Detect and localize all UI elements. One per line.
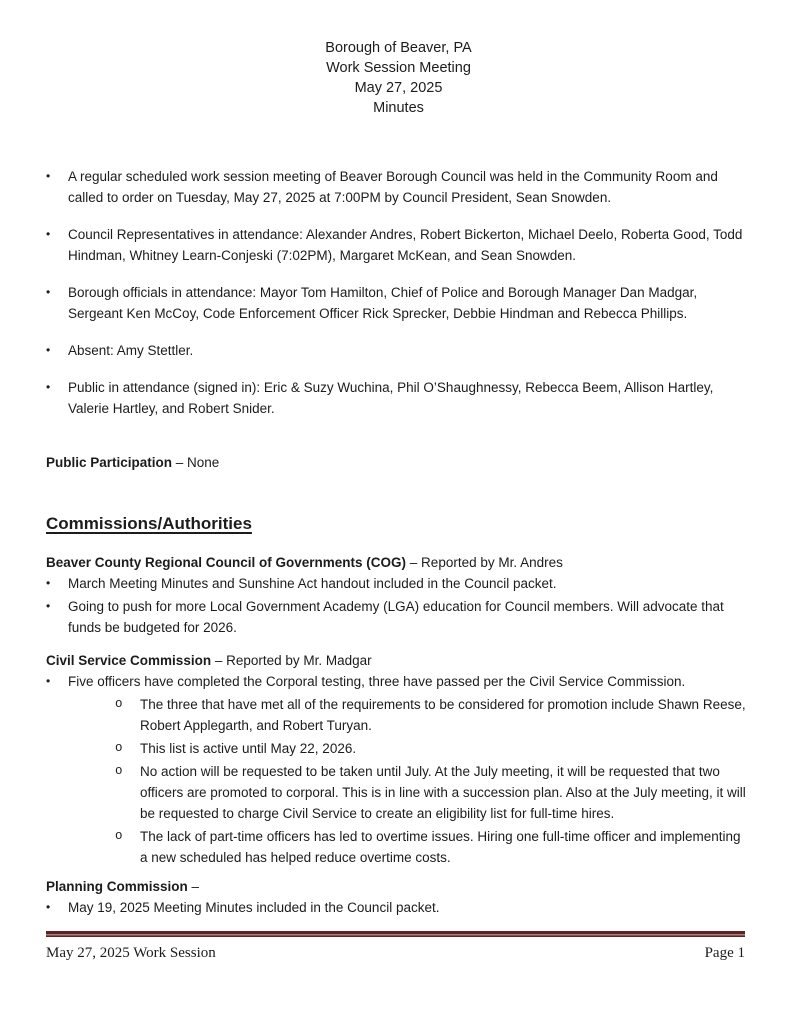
bullet-icon: • [46,674,51,688]
list-item [46,671,751,692]
civil-service-heading-title: Civil Service Commission [46,653,212,668]
sub-list-item-text: No action will be requested to be taken until July. At the July meeting, it will be requested that two officers are promoted to corporal. This is in line with a succession plan. Also at the July meeting, it will be requested to charge Civil Service to create an eligibility list for full-time hires. [140,764,746,821]
list-item [46,340,751,361]
header-line-meeting-type: Work Session Meeting [326,60,471,76]
public-participation-label: Public Participation [46,455,173,470]
bullet-icon: • [46,380,51,394]
public-participation-value: – None [172,455,220,470]
planning-commission-heading-title: Planning Commission [46,879,188,894]
bullet-icon: • [46,227,51,241]
footer-page-number: Page 1 [704,945,745,961]
list-item-text: Council Representatives in attendance: Alexander Andres, Robert Bickerton, Michael Deelo, Roberta Good, Todd Hindman, Whitney Learn-Conjeski (7:02PM), Margaret McKean, and Sean Snowden. [68,227,743,263]
sub-list-item-text: The three that have met all of the requirements to be considered for promotion include Shawn Reese, Robert Applegarth, and Robert Turyan. [140,697,746,733]
bullet-icon: • [46,169,51,183]
list-item-text: Going to push for more Local Government Academy (LGA) education for Council members. Will advocate that funds be budgeted for 2026. [68,599,724,635]
list-item [46,282,751,324]
document-header [46,38,751,118]
list-item [46,897,751,918]
list-item-text: Borough officials in attendance: Mayor Tom Hamilton, Chief of Police and Borough Manager Dan Madgar, Sergeant Ken McCoy, Code Enforcement Officer Rick Sprecker, Debbie Hindman and Rebecca Phillips. [68,285,698,321]
bullet-icon: • [46,576,51,590]
list-item [46,377,751,419]
sub-list-item [115,826,751,868]
cog-heading-title: Beaver County Regional Council of Governments (COG) [46,555,407,570]
planning-bullet-list [46,897,751,918]
attendance-bullet-list [46,166,751,419]
header-line-minutes: Minutes [373,100,424,116]
bullet-icon: • [46,343,51,357]
civil-service-bullet-list [46,671,751,868]
sub-list-item [115,738,751,759]
list-item-text: March Meeting Minutes and Sunshine Act handout included in the Council packet. [68,576,557,591]
list-item [46,596,751,638]
list-item-text: Absent: Amy Stettler. [68,343,194,358]
list-item [46,224,751,266]
circle-bullet-icon: o [115,829,123,843]
sub-list-item-text: This list is active until May 22, 2026. [140,741,357,756]
cog-bullet-list [46,573,751,638]
civil-service-heading [46,650,751,671]
commissions-authorities-heading: Commissions/Authorities [46,514,252,533]
circle-bullet-icon: o [115,764,123,778]
footer-session-label: May 27, 2025 Work Session [46,945,216,961]
cog-heading-subtitle: – Reported by Mr. Andres [406,555,563,570]
footer-rule [46,931,745,937]
list-item [46,166,751,208]
planning-commission-heading [46,876,751,897]
bullet-icon: • [46,599,51,613]
footer-text-row [46,943,745,964]
list-item [46,573,751,594]
bullet-icon: • [46,285,51,299]
sub-list-item [115,694,751,736]
circle-bullet-icon: o [115,741,123,755]
civil-service-heading-subtitle: – Reported by Mr. Madgar [211,653,372,668]
planning-commission-heading-subtitle: – [187,879,200,894]
list-item-text: May 19, 2025 Meeting Minutes included in the Council packet. [68,900,440,915]
list-item-text: A regular scheduled work session meeting of Beaver Borough Council was held in the Community Room and called to order on Tuesday, May 27, 2025 at 7:00PM by Council President, Sean Snowden. [68,169,718,205]
header-line-date: May 27, 2025 [354,80,443,96]
public-participation-line [46,452,751,473]
sub-list-item-text: The lack of part-time officers has led to overtime issues. Hiring one full-time officer and implementing a new scheduled has helped reduce overtime costs. [140,829,741,865]
sub-list-item [115,761,751,824]
cog-heading [46,552,751,573]
list-item-text: Five officers have completed the Corporal testing, three have passed per the Civil Service Commission. [68,674,686,689]
bullet-icon: • [46,900,51,914]
header-line-org: Borough of Beaver, PA [325,40,472,56]
circle-bullet-icon: o [115,697,123,711]
list-item-text: Public in attendance (signed in): Eric & Suzy Wuchina, Phil O’Shaughnessy, Rebecca Beem, Allison Hartley, Valerie Hartley, and Robert Snider. [68,380,714,416]
page-footer [46,931,745,964]
